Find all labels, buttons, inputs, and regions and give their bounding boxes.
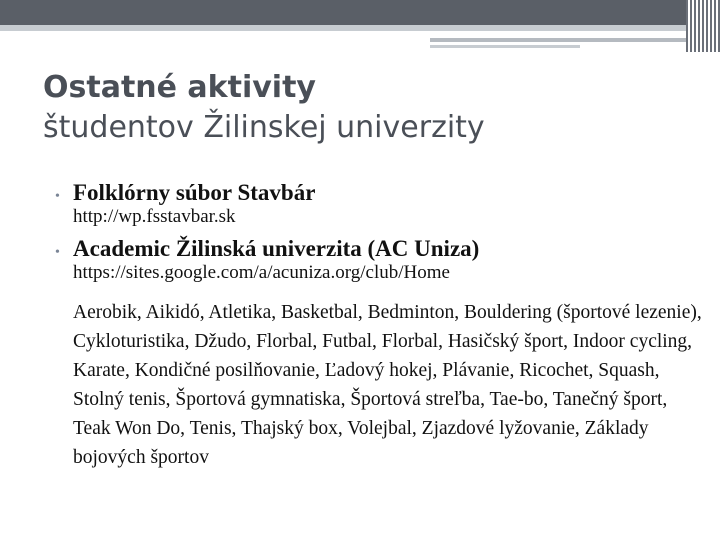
slide-title — [43, 68, 485, 148]
bullet-icon: • — [55, 245, 60, 260]
title-line-1: Ostatné aktivity — [43, 70, 316, 105]
top-accent-bar-short — [430, 45, 580, 48]
top-bar-dark — [0, 0, 720, 25]
list-item — [55, 236, 705, 262]
top-bar-light — [0, 25, 720, 31]
slide-content — [55, 180, 705, 472]
item-link[interactable]: http://wp.fsstavbar.sk — [73, 206, 236, 227]
bullet-icon: • — [55, 189, 60, 204]
item-heading: Academic Žilinská univerzita (AC Uniza) — [73, 236, 480, 261]
list-item — [55, 180, 705, 206]
top-accent-bar — [430, 38, 715, 42]
corner-stripes — [686, 0, 720, 52]
title-line-2: študentov Žilinskej univerzity — [43, 110, 485, 145]
item-heading: Folklórny súbor Stavbár — [73, 180, 316, 205]
item-description: Aerobik, Aikidó, Atletika, Basketbal, Bedminton, Bouldering (športové lezenie), Cykloturistika, Džudo, Florbal, Futbal, Florbal, Hasičský šport, Indoor cycling, Karate, Kondičné posilňovanie, Ľadový hokej, Plávanie, Ricochet, Squash, Stolný tenis, Športová gymnatiska, Športová streľba, Tae-bo, Tanečný šport, Teak Won Do, Tenis, Thajský box, Volejbal, Zjazdové lyžovanie, Základy bojových športov — [73, 302, 702, 468]
item-link[interactable]: https://sites.google.com/a/acuniza.org/club/Home — [73, 262, 450, 283]
